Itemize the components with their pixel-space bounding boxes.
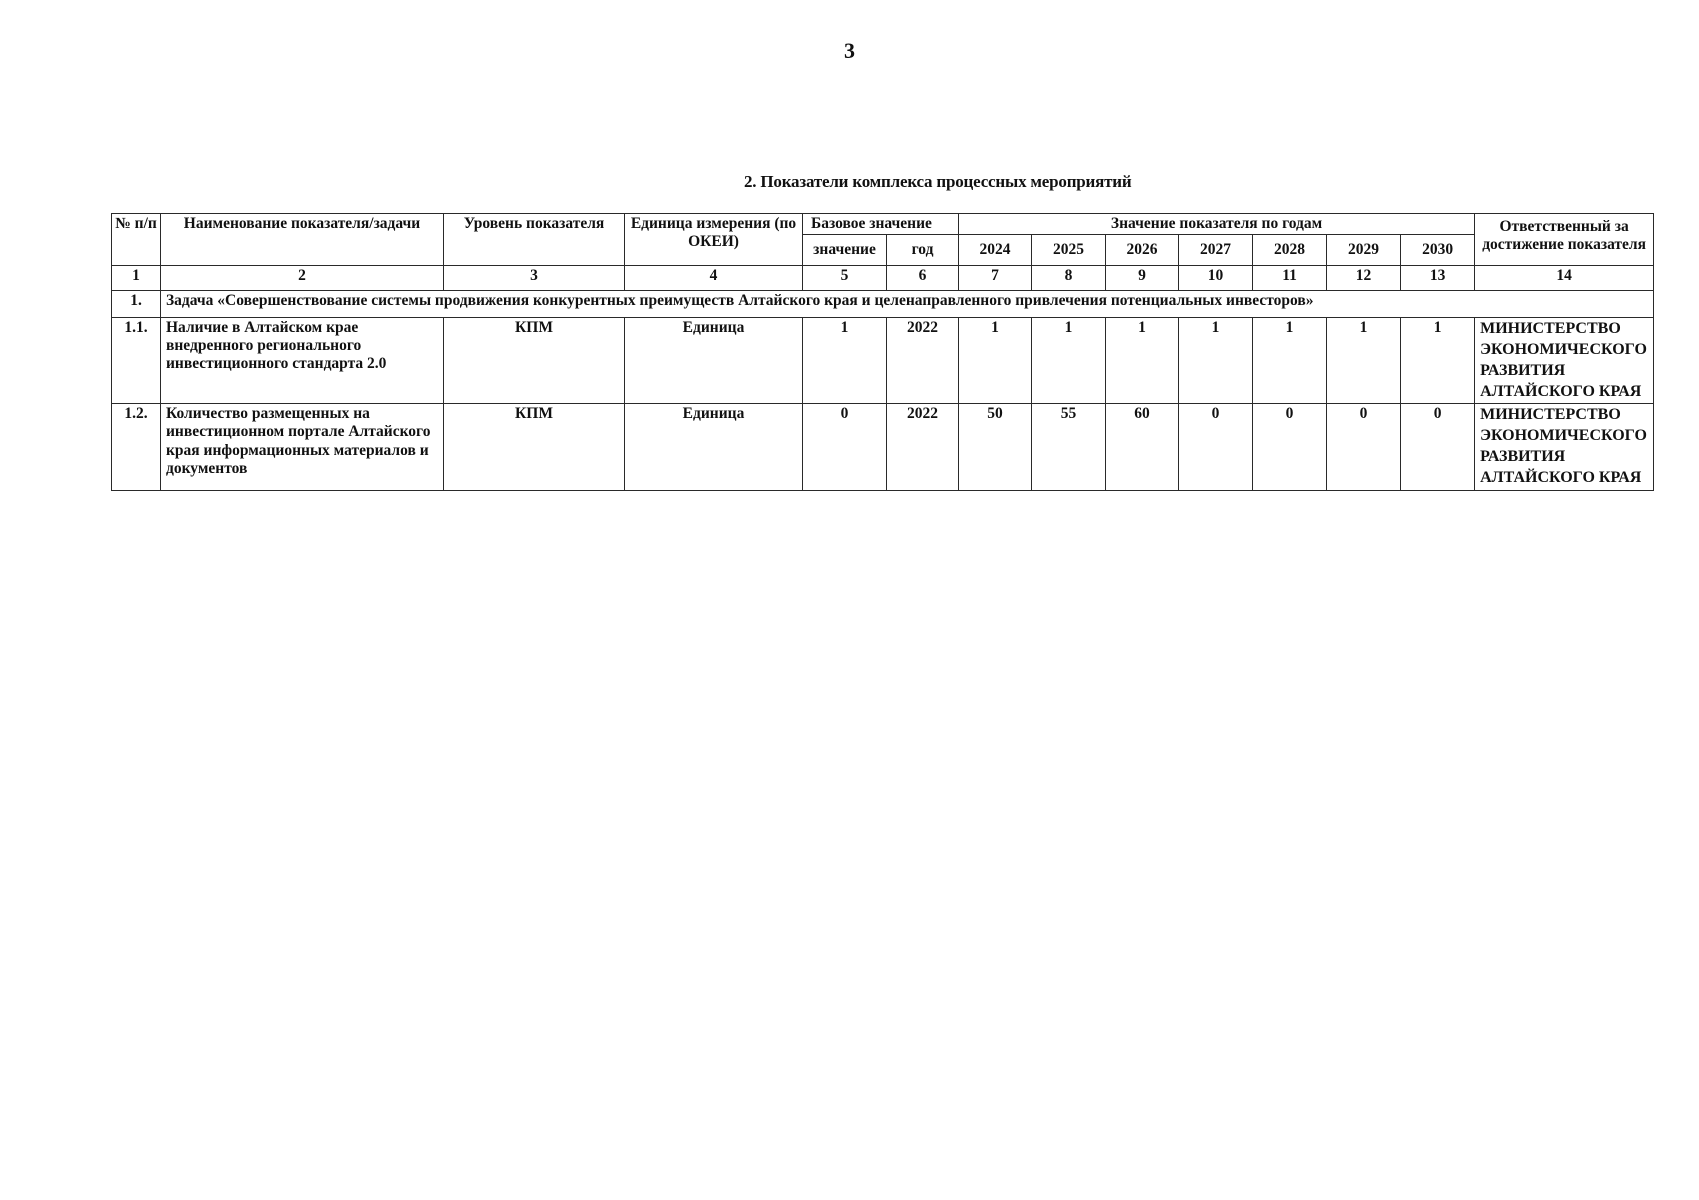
header-year-2025: 2025 [1032, 235, 1106, 266]
column-number: 6 [887, 266, 959, 291]
value-2030: 1 [1401, 318, 1475, 404]
indicator-name: Количество размещенных на инвестиционном портале Алтайского края информационных материалов и документов [161, 404, 444, 490]
column-number: 2 [161, 266, 444, 291]
base-value: 1 [803, 318, 887, 404]
base-value: 0 [803, 404, 887, 490]
header-unit: Единица измерения (по ОКЕИ) [625, 214, 803, 266]
header-name: Наименование показателя/задачи [161, 214, 444, 266]
column-number: 7 [959, 266, 1032, 291]
row-num: 1.2. [112, 404, 161, 490]
header-base: Базовое значение [803, 214, 959, 235]
column-number: 14 [1475, 266, 1654, 291]
column-number: 11 [1253, 266, 1327, 291]
value-2027: 1 [1179, 318, 1253, 404]
indicator-level: КПМ [444, 318, 625, 404]
row-num: 1.1. [112, 318, 161, 404]
value-2026: 1 [1106, 318, 1179, 404]
indicator-unit: Единица [625, 404, 803, 490]
header-year-2028: 2028 [1253, 235, 1327, 266]
header-level: Уровень показателя [444, 214, 625, 266]
header-num: № п/п [112, 214, 161, 266]
indicators-table [111, 213, 1654, 491]
value-2027: 0 [1179, 404, 1253, 490]
column-number: 10 [1179, 266, 1253, 291]
header-year-2029: 2029 [1327, 235, 1401, 266]
value-2024: 1 [959, 318, 1032, 404]
column-number: 5 [803, 266, 887, 291]
column-number: 4 [625, 266, 803, 291]
column-number: 12 [1327, 266, 1401, 291]
base-year: 2022 [887, 404, 959, 490]
header-year-2024: 2024 [959, 235, 1032, 266]
column-number: 1 [112, 266, 161, 291]
indicator-level: КПМ [444, 404, 625, 490]
header-responsible: Ответственный за достижение показателя [1475, 214, 1654, 266]
task-num: 1. [112, 291, 161, 318]
column-number: 3 [444, 266, 625, 291]
header-year-2027: 2027 [1179, 235, 1253, 266]
value-2030: 0 [1401, 404, 1475, 490]
page-number: 3 [844, 38, 855, 63]
table-row [112, 404, 1654, 490]
section-title: 2. Показатели комплекса процессных мероприятий [744, 172, 1132, 191]
header-year-2030: 2030 [1401, 235, 1475, 266]
value-2025: 1 [1032, 318, 1106, 404]
table-row [112, 318, 1654, 404]
value-2029: 0 [1327, 404, 1401, 490]
responsible: МИНИСТЕРСТВО ЭКОНОМИЧЕСКОГО РАЗВИТИЯ АЛТАЙСКОГО КРАЯ [1475, 318, 1654, 404]
indicators-table-wrapper [111, 213, 1653, 491]
task-text: Задача «Совершенствование системы продвижения конкурентных преимуществ Алтайского края и целенаправленного привлечения потенциальных инвесторов» [161, 291, 1654, 318]
base-year: 2022 [887, 318, 959, 404]
value-2024: 50 [959, 404, 1032, 490]
header-row-1 [112, 214, 1654, 235]
column-number: 8 [1032, 266, 1106, 291]
responsible: МИНИСТЕРСТВО ЭКОНОМИЧЕСКОГО РАЗВИТИЯ АЛТАЙСКОГО КРАЯ [1475, 404, 1654, 490]
column-number: 9 [1106, 266, 1179, 291]
header-base-value: значение [803, 235, 887, 266]
value-2028: 0 [1253, 404, 1327, 490]
header-by-years: Значение показателя по годам [959, 214, 1475, 235]
value-2028: 1 [1253, 318, 1327, 404]
value-2026: 60 [1106, 404, 1179, 490]
column-numbers-row [112, 266, 1654, 291]
header-year-2026: 2026 [1106, 235, 1179, 266]
indicator-name: Наличие в Алтайском крае внедренного регионального инвестиционного стандарта 2.0 [161, 318, 444, 404]
task-row [112, 291, 1654, 318]
value-2029: 1 [1327, 318, 1401, 404]
value-2025: 55 [1032, 404, 1106, 490]
indicator-unit: Единица [625, 318, 803, 404]
header-base-year: год [887, 235, 959, 266]
column-number: 13 [1401, 266, 1475, 291]
